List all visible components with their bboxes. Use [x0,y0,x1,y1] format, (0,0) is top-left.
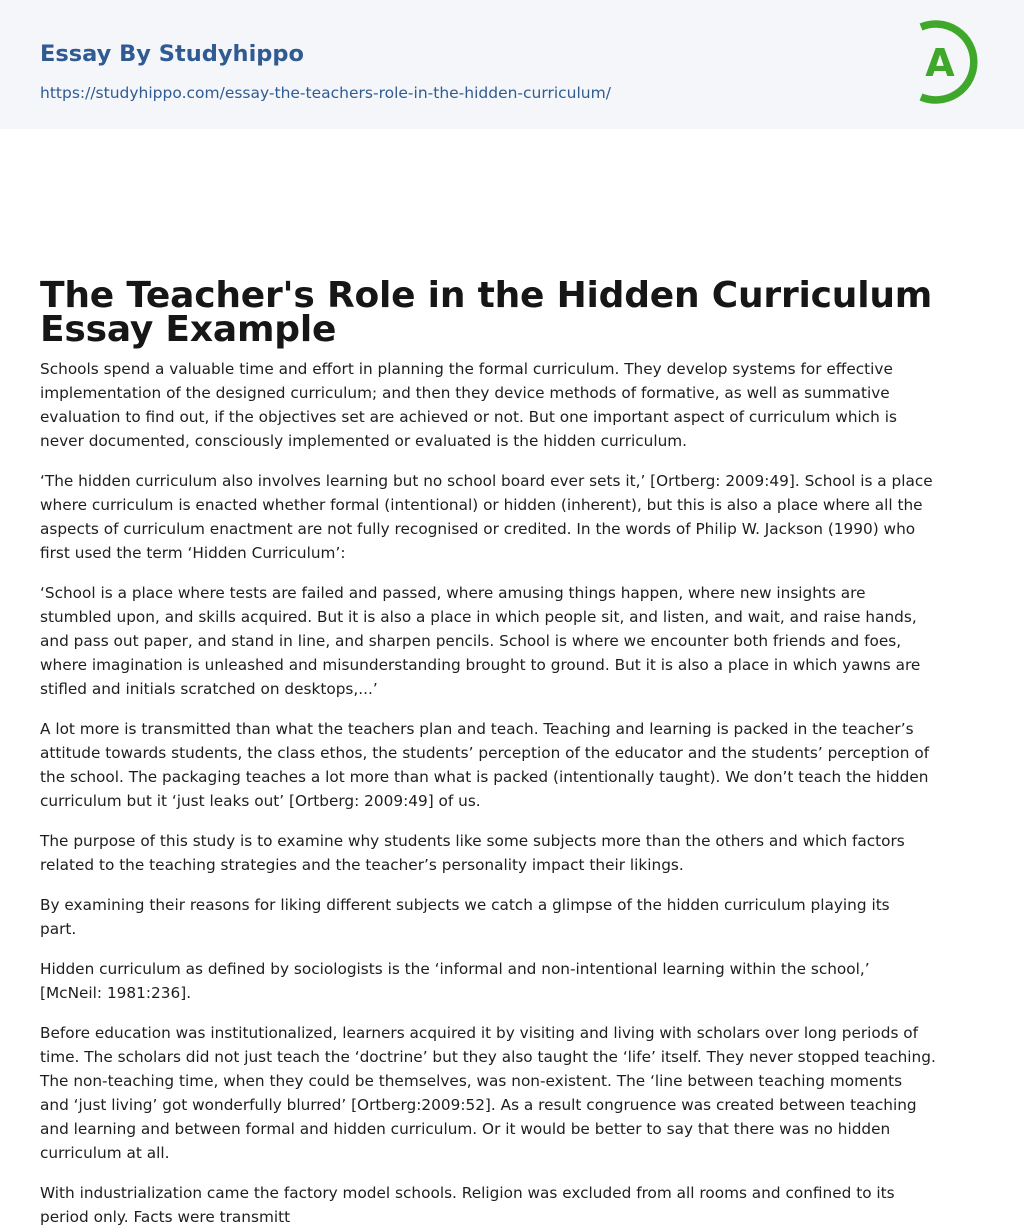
text-line: the school. The packaging teaches a lot more than what is packed (intentionally taught). We don’t teach the hidden [40,768,929,786]
paragraph-1 [40,357,984,453]
text-line: A lot more is transmitted than what the teachers plan and teach. Teaching and learning is packed in the teacher’s [40,720,914,738]
title-line: The Teacher's Role in the Hidden Curriculum [40,275,933,316]
paragraph-5 [40,829,984,877]
text-line: related to the teaching strategies and the teacher’s personality impact their likings. [40,856,684,874]
text-line: By examining their reasons for liking different subjects we catch a glimpse of the hidden curriculum playing its [40,896,890,914]
text-line: The purpose of this study is to examine why students like some subjects more than the others and which factors [40,832,905,850]
paragraph-6 [40,893,984,941]
text-line: Schools spend a valuable time and effort in planning the formal curriculum. They develop systems for effective [40,360,893,378]
text-line: and pass out paper, and stand in line, and sharpen pencils. School is where we encounter both friends and foes, [40,632,902,650]
paragraph-3 [40,581,984,701]
text-line: Before education was institutionalized, learners acquired it by visiting and living with scholars over long periods of [40,1024,919,1042]
text-line: stumbled upon, and skills acquired. But it is also a place in which people sit, and listen, and wait, and raise hands, [40,608,917,626]
text-line: Hidden curriculum as defined by sociologists is the ‘informal and non-intentional learning within the school,’ [40,960,870,978]
text-line: curriculum but it ‘just leaks out’ [Ortberg: 2009:49] of us. [40,792,481,810]
text-line: The non-teaching time, when they could be themselves, was non-existent. The ‘line between teaching moments [40,1072,903,1090]
text-line: where imagination is unleashed and misunderstanding brought to ground. But it is also a place in which yawns are [40,656,921,674]
text-line: never documented, consciously implemented or evaluated is the hidden curriculum. [40,432,688,450]
article [0,129,1024,1229]
text-line: stifled and initials scratched on desktops,...’ [40,680,378,698]
text-line: where curriculum is enacted whether formal (intentional) or hidden (inherent), but this is also a place where all the [40,496,923,514]
paragraph-7 [40,957,984,1005]
paragraph-8 [40,1021,984,1165]
text-line: aspects of curriculum enactment are not fully recognised or credited. In the words of Philip W. Jackson (1990) who [40,520,916,538]
page-title [40,129,984,350]
title-line: Essay Example [40,309,337,350]
logo-ring-icon [912,19,986,105]
text-line: part. [40,920,77,938]
paragraph-2 [40,469,984,565]
studyhippo-logo[interactable] [912,19,986,105]
text-line: and ‘just living’ got wonderfully blurred’ [Ortberg:2009:52]. As a result congruence was created between teaching [40,1096,917,1114]
paragraph-9 [40,1181,984,1229]
text-line: attitude towards students, the class ethos, the students’ perception of the educator and the students’ perception of [40,744,930,762]
logo-letter: A [925,41,955,85]
site-header [0,0,1024,129]
site-name[interactable]: Essay By Studyhippo [40,41,304,67]
text-line: implementation of the designed curriculum; and then they device methods of formative, as well as summative [40,384,890,402]
text-line: first used the term ‘Hidden Curriculum’: [40,544,346,562]
text-line: ‘The hidden curriculum also involves learning but no school board ever sets it,’ [Ortberg: 2009:49]. School is a place [40,472,933,490]
text-line: and learning and between formal and hidden curriculum. Or it would be better to say that there was no hidden [40,1120,891,1138]
essay-url-link[interactable]: https://studyhippo.com/essay-the-teachers-role-in-the-hidden-curriculum/ [40,84,611,102]
text-line: [McNeil: 1981:236]. [40,984,192,1002]
text-line: time. The scholars did not just teach the ‘doctrine’ but they also taught the ‘life’ itself. They never stopped teaching. [40,1048,936,1066]
text-line: curriculum at all. [40,1144,170,1162]
text-line: evaluation to find out, if the objectives set are achieved or not. But one important aspect of curriculum which is [40,408,897,426]
text-line: ‘School is a place where tests are failed and passed, where amusing things happen, where new insights are [40,584,866,602]
text-line: period only. Facts were transmitt [40,1208,291,1226]
text-line: With industrialization came the factory model schools. Religion was excluded from all rooms and confined to its [40,1184,895,1202]
paragraph-4 [40,717,984,813]
